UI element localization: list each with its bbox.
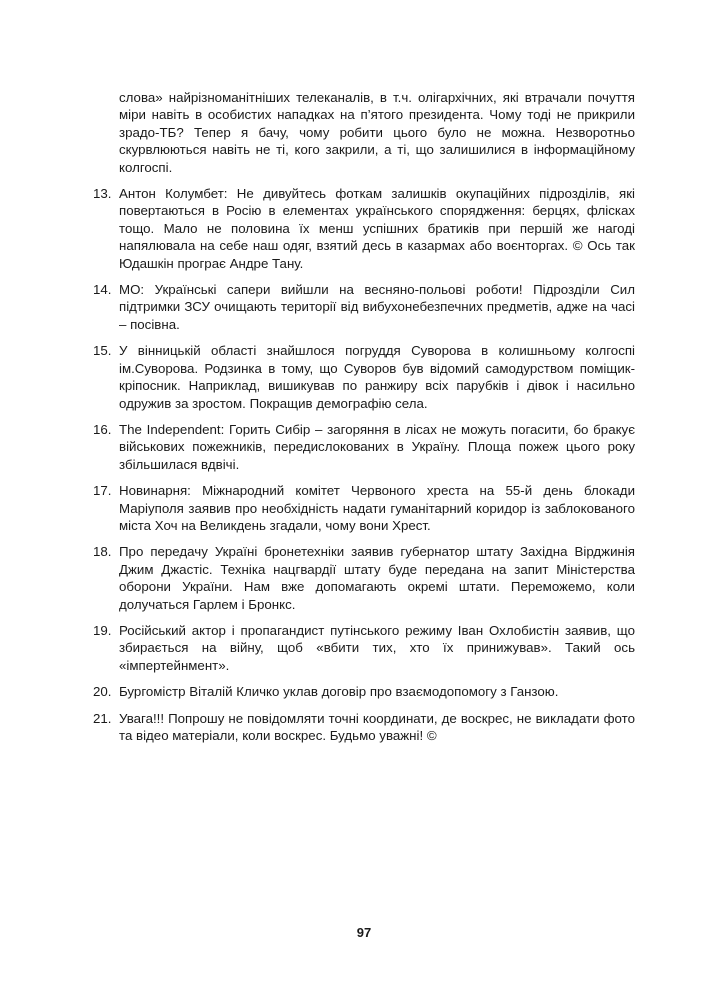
list-item-text: У вінницькій області знайшлося погруддя Суворова в колишньому колгоспі ім.Суворова. Родзинка в тому, що Суворов був відомий самодурством поміщик-кріпосник. Наприклад, вишикував по ранжиру всіх парубків і дівок і насильно одружив за зростом. Покращив демографію села. bbox=[119, 343, 635, 411]
list-item bbox=[93, 683, 635, 700]
list-item-number: 18. bbox=[93, 544, 112, 560]
list-item bbox=[93, 185, 635, 272]
list-item-text: Увага!!! Попрошу не повідомляти точні координати, де воскрес, не викладати фото та відео матеріали, коли воскрес. Будьмо уважні! © bbox=[119, 710, 635, 743]
list-item-number: 15. bbox=[93, 343, 112, 359]
page-body bbox=[93, 89, 635, 753]
list-item-text: Новинарня: Міжнародний комітет Червоного хреста на 55-й день блокади Маріуполя заявив про необхідність надати гуманітарний коридор із заблокованого міста Хоч на Великдень згадали, чому вони Хрест. bbox=[119, 483, 635, 533]
numbered-list bbox=[93, 185, 635, 744]
list-item-number: 19. bbox=[93, 622, 112, 638]
list-item bbox=[93, 342, 635, 412]
list-item-number: 16. bbox=[93, 421, 112, 437]
page-number: 97 bbox=[356, 925, 372, 940]
list-item bbox=[93, 281, 635, 333]
list-item bbox=[93, 543, 635, 613]
list-item bbox=[93, 421, 635, 473]
list-item-text: The Independent: Горить Сибір – загоряння в лісах не можуть погасити, бо бракує військових пожежників, передислокованих в Україну. Площа пожеж цього року збільшилася вдвічі. bbox=[119, 421, 635, 472]
list-item-text: Російський актор і пропагандист путінського режиму Іван Охлобистін заявив, що збирається на війну, щоб «вбити тих, хто їх принижував». Такий ось «імпертейнмент». bbox=[119, 622, 635, 673]
list-item-number: 13. bbox=[93, 186, 112, 202]
list-item bbox=[93, 482, 635, 534]
list-item-number: 14. bbox=[93, 282, 112, 298]
list-item-text: Бургомістр Віталій Кличко уклав договір про взаємодопомогу з Ганзою. bbox=[119, 684, 559, 700]
list-item-number: 17. bbox=[93, 483, 112, 499]
continuation-paragraph: слова» найрізноманітніших телеканалів, в т.ч. олігархічних, які втрачали почуття міри навіть в особистих нападках на п’ятого президента. Чому тоді не прикрили зрадо-ТБ? Тепер я бачу, чому робити цього було не можна. Незворотньо скурвлюються навіть не ті, кого закрили, а ті, що залишилися в інформаційному колгоспі. bbox=[119, 90, 635, 175]
list-item-text: МО: Українські сапери вийшли на весняно-польові роботи! Підрозділи Сил підтримки ЗСУ очищають території від вибухонебезпечних предметів, адже на часі – посівна. bbox=[119, 282, 635, 332]
list-item-number: 20. bbox=[93, 684, 112, 700]
list-item-text: Про передачу Україні бронетехніки заявив губернатор штату Західна Вірджинія Джим Джастіс. Техніка нацгвардії штату буде передана на запит Міністерства оборони України. Нам вже допомагають окремі штати. Переможемо, коли долучаться Гарлем і Бронкс. bbox=[119, 544, 635, 612]
list-item-text: Антон Колумбет: Не дивуйтесь фоткам залишків окупаційних підрозділів, які повертаються в Росію в елементах українського спорядження: берцях, флісках тощо. Мало не половина їх менш успішних братиків при першій же нагоді напялювала на себе наш одяг, взятий десь в казармах або воєнторгах. © Ось так Юдашкін програє Андре Тану. bbox=[119, 186, 635, 271]
list-item-number: 21. bbox=[93, 710, 112, 726]
list-item bbox=[93, 622, 635, 674]
list-item bbox=[93, 710, 635, 745]
